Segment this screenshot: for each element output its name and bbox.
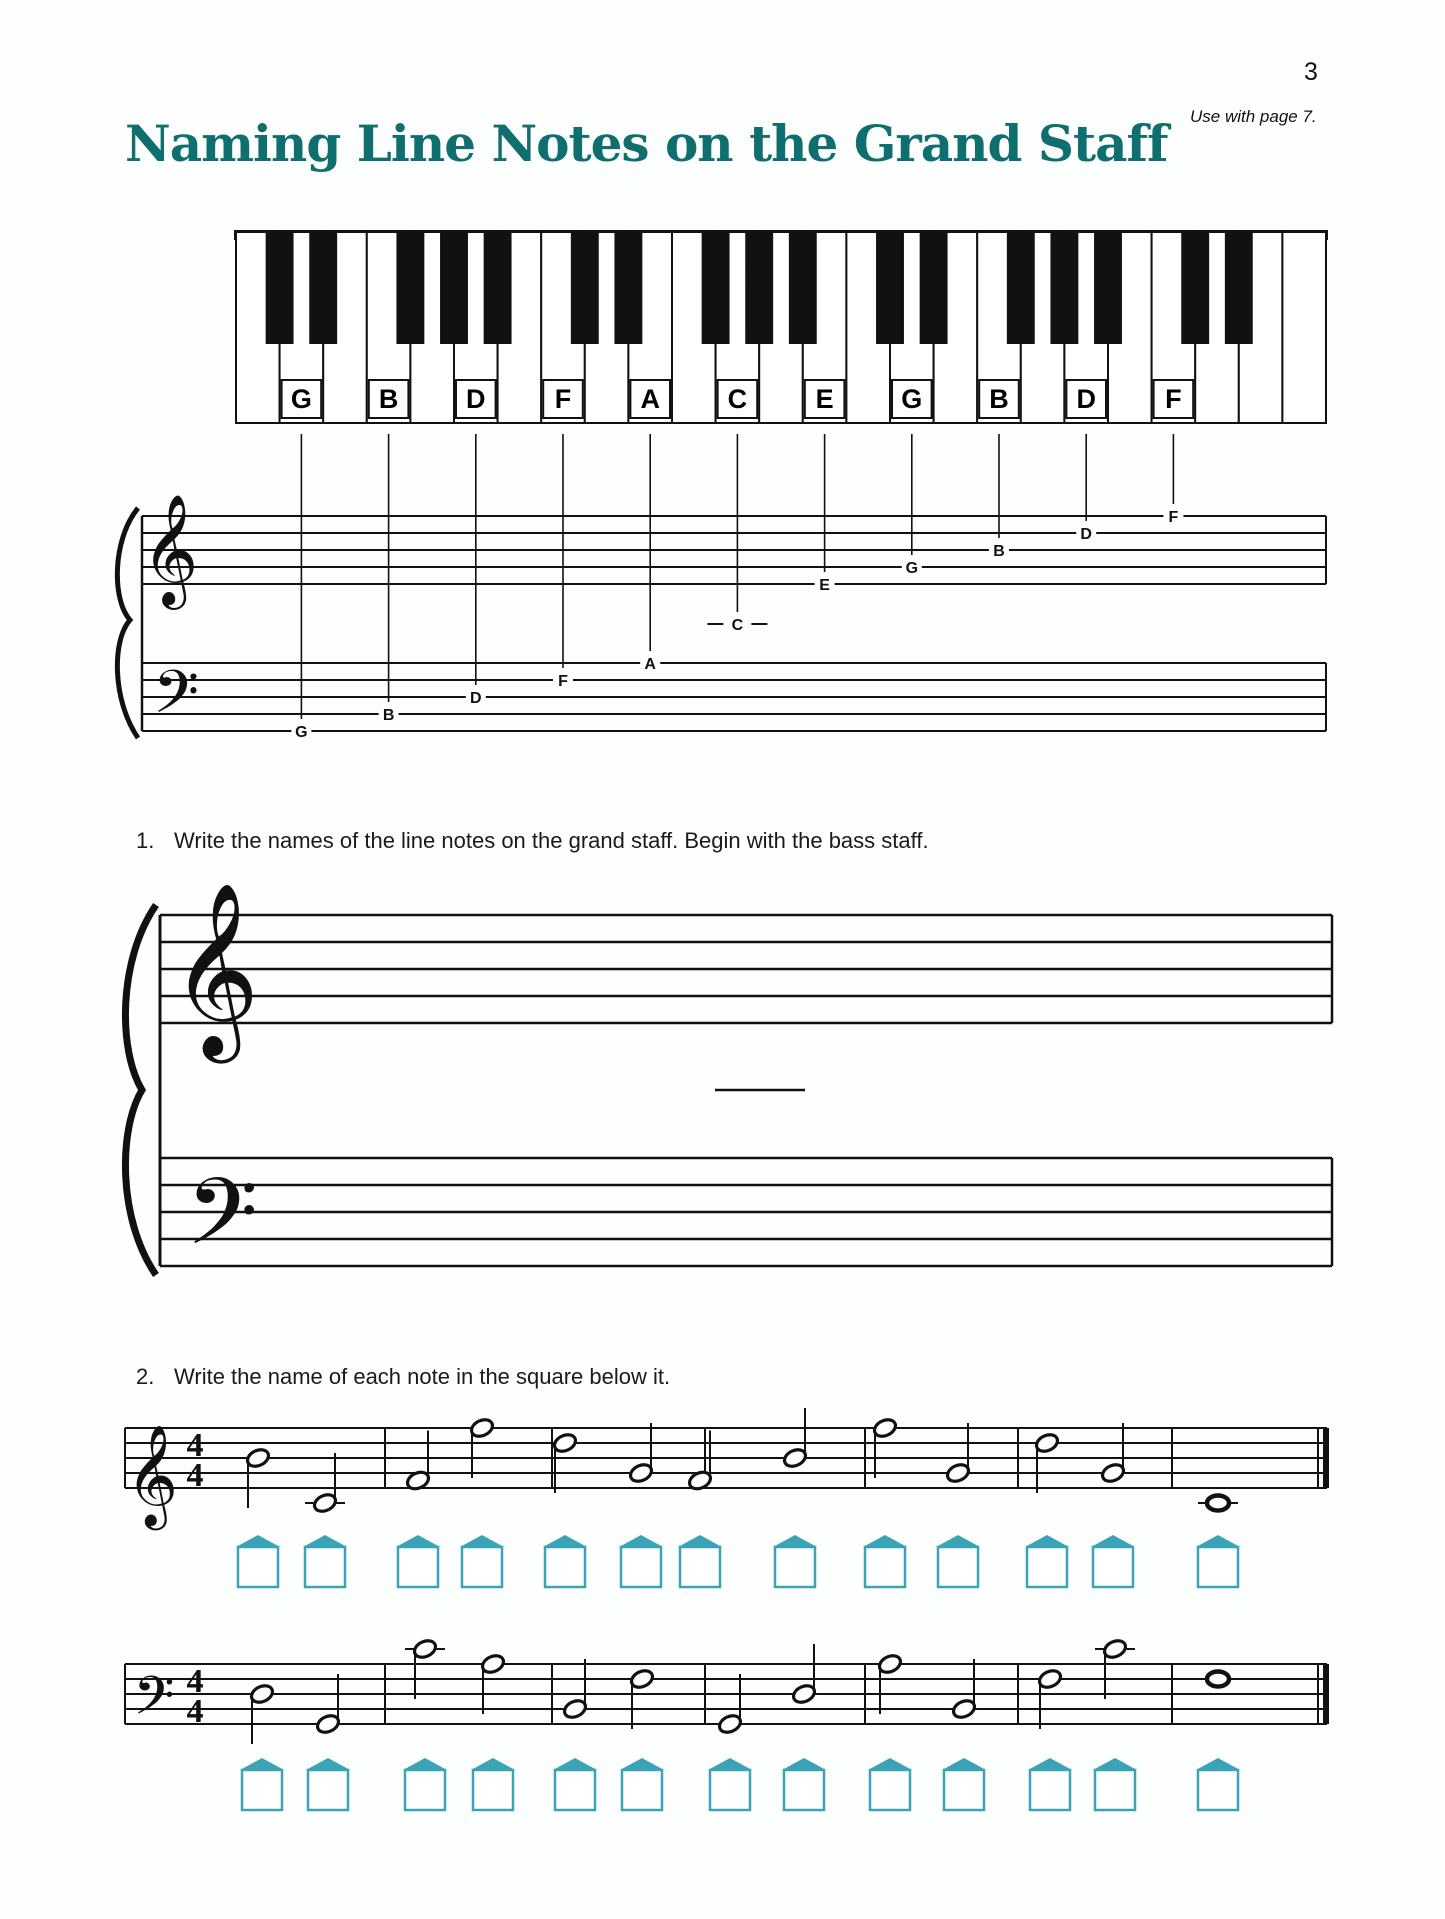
answer-box[interactable] [865, 1547, 905, 1587]
key-to-staff-connectors [301, 434, 1173, 719]
time-signature-top: 4 [186, 1663, 204, 1700]
black-key[interactable] [789, 232, 817, 344]
answer-box[interactable] [305, 1547, 345, 1587]
answer-box[interactable] [1027, 1547, 1067, 1587]
answer-boxes [236, 1535, 1240, 1810]
answer-box[interactable] [680, 1547, 720, 1587]
answer-box[interactable] [462, 1547, 502, 1587]
staff-note-label: E [819, 577, 830, 594]
answer-box[interactable] [710, 1770, 750, 1810]
staff-note-label: D [1080, 526, 1092, 543]
final-barline-thick [1323, 1664, 1329, 1724]
middle-c-label-letter: D [750, 286, 758, 297]
answer-box-cap [619, 1535, 663, 1547]
black-key[interactable] [1181, 232, 1209, 344]
answer-box[interactable] [238, 1547, 278, 1587]
key-label: F [554, 384, 572, 414]
answer-box-cap [782, 1758, 826, 1770]
instruction-2-text: Write the name of each note in the square below it. [174, 1364, 671, 1389]
bass-clef-icon: 𝄢 [185, 1159, 259, 1289]
black-key[interactable] [745, 232, 773, 344]
black-key[interactable] [440, 232, 468, 344]
black-key[interactable] [1094, 232, 1122, 344]
answer-box[interactable] [308, 1770, 348, 1810]
staff-note-label: A [644, 656, 656, 673]
black-key[interactable] [396, 232, 424, 344]
time-signature-top: 4 [186, 1427, 204, 1464]
answer-box-cap [460, 1535, 504, 1547]
answer-box[interactable] [398, 1547, 438, 1587]
middle-c-label-letter: L [751, 308, 758, 319]
black-key[interactable] [1007, 232, 1035, 344]
key-label: E [815, 384, 834, 414]
answer-box-cap [403, 1758, 447, 1770]
answer-box-cap [1093, 1758, 1137, 1770]
answer-box-cap [1091, 1535, 1135, 1547]
answer-box-cap [1025, 1535, 1069, 1547]
answer-box-cap [553, 1758, 597, 1770]
use-with-note: Use with page 7. [1190, 107, 1317, 126]
page-title: Naming Line Notes on the Grand Staff [125, 114, 1168, 173]
grand-staff-reference [117, 493, 1326, 741]
brace-icon [125, 905, 156, 1275]
page-number: 3 [1304, 58, 1318, 86]
answer-box[interactable] [545, 1547, 585, 1587]
answer-box-cap [942, 1758, 986, 1770]
answer-box[interactable] [1095, 1770, 1135, 1810]
key-label: F [1165, 384, 1182, 414]
exercise-2-treble-staff [125, 1408, 1329, 1531]
answer-box[interactable] [1198, 1547, 1238, 1587]
black-key[interactable] [266, 232, 294, 344]
instruction-1-text: Write the names of the line notes on the grand staff. Begin with the bass staff. [174, 828, 929, 853]
answer-box-cap [471, 1758, 515, 1770]
black-key[interactable] [920, 232, 948, 344]
answer-box-cap [240, 1758, 284, 1770]
answer-box[interactable] [621, 1547, 661, 1587]
key-label: C [727, 384, 748, 414]
whole-note [1207, 1496, 1229, 1511]
answer-box-cap [1196, 1535, 1240, 1547]
whole-note [1207, 1672, 1229, 1687]
answer-box[interactable] [870, 1770, 910, 1810]
answer-box-cap [620, 1758, 664, 1770]
answer-box[interactable] [938, 1547, 978, 1587]
staff-note-label: F [1168, 509, 1179, 526]
answer-box[interactable] [555, 1770, 595, 1810]
answer-box-cap [396, 1535, 440, 1547]
answer-box[interactable] [775, 1547, 815, 1587]
key-label: G [290, 384, 312, 414]
answer-box-cap [863, 1535, 907, 1547]
answer-box-cap [543, 1535, 587, 1547]
staff-note-label: C [731, 617, 744, 634]
black-key[interactable] [702, 232, 730, 344]
middle-c-label-letter: M [750, 264, 759, 275]
answer-box[interactable] [405, 1770, 445, 1810]
key-label: B [989, 384, 1009, 414]
staff-note-label: F [558, 673, 568, 690]
staff-note-label: B [382, 707, 395, 724]
treble-clef-icon: 𝄞 [125, 1423, 179, 1526]
brace-icon [117, 508, 138, 738]
black-key[interactable] [309, 232, 337, 344]
instruction-1-number: 1. [136, 828, 155, 853]
grand-staff-exercise-1 [125, 882, 1332, 1289]
staff-note-label: G [905, 560, 919, 577]
answer-box[interactable] [473, 1770, 513, 1810]
time-signature-bottom: 4 [186, 1693, 204, 1730]
answer-box-cap [708, 1758, 752, 1770]
black-key[interactable] [1050, 232, 1078, 344]
black-key[interactable] [571, 232, 599, 344]
middle-c-label-letter: E [750, 319, 758, 330]
staff-note-label: B [993, 543, 1005, 560]
black-key[interactable] [1225, 232, 1253, 344]
key-label: D [1076, 384, 1096, 414]
answer-box-cap [936, 1535, 980, 1547]
time-signature-bottom: 4 [186, 1457, 204, 1494]
answer-box-cap [678, 1535, 722, 1547]
staff-note-label: G [295, 724, 308, 741]
white-key[interactable] [1282, 232, 1326, 423]
treble-clef-icon: 𝄞 [170, 882, 260, 1056]
answer-box-cap [236, 1535, 280, 1547]
final-barline-thick [1323, 1428, 1329, 1488]
answer-box[interactable] [242, 1770, 282, 1810]
answer-box[interactable] [944, 1770, 984, 1810]
treble-clef-icon: 𝄞 [141, 493, 199, 605]
key-label: A [640, 384, 660, 414]
exercise-2-bass-staff [125, 1638, 1329, 1744]
answer-box-cap [1196, 1758, 1240, 1770]
bass-clef-icon: 𝄢 [152, 657, 200, 741]
key-label: D [466, 384, 486, 414]
key-label: B [378, 384, 399, 414]
answer-box[interactable] [1198, 1770, 1238, 1810]
instruction-2-number: 2. [136, 1364, 155, 1389]
black-key[interactable] [484, 232, 512, 344]
answer-box-cap [1028, 1758, 1072, 1770]
answer-box[interactable] [784, 1770, 824, 1810]
bass-clef-icon: 𝄢 [133, 1666, 175, 1740]
black-key[interactable] [614, 232, 642, 344]
answer-box-cap [303, 1535, 347, 1547]
answer-box[interactable] [622, 1770, 662, 1810]
answer-box-cap [868, 1758, 912, 1770]
middle-c-label-letter: D [750, 297, 758, 308]
key-label: G [901, 384, 923, 414]
black-key[interactable] [876, 232, 904, 344]
staff-note-label: D [470, 690, 482, 707]
answer-box[interactable] [1030, 1770, 1070, 1810]
answer-box[interactable] [1093, 1547, 1133, 1587]
answer-box-cap [306, 1758, 350, 1770]
middle-c-label-letter: I [752, 275, 756, 286]
answer-box-cap [773, 1535, 817, 1547]
